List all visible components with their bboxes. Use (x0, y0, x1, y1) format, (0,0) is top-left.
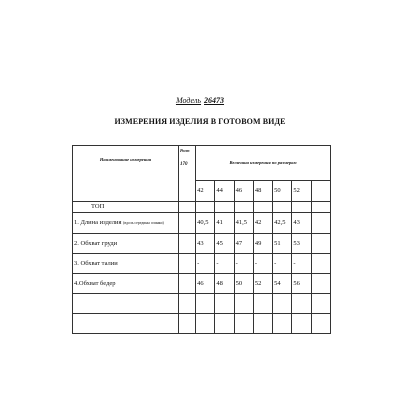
table-cell (73, 314, 179, 334)
table-cell: 45 (215, 234, 234, 254)
table-cell (178, 213, 195, 234)
table-cell (215, 202, 234, 213)
table-cell: 51 (273, 234, 292, 254)
table-cell: 56 (292, 274, 311, 294)
row-note: (вдоль середины спинки) (123, 221, 164, 226)
header-measurement-name: Наименование измерения (73, 146, 179, 202)
table-cell (196, 314, 215, 334)
row-name: 2. Обхват груди (73, 234, 179, 254)
size-header: 52 (292, 181, 311, 202)
table-cell: 41 (215, 213, 234, 234)
table-cell: 49 (253, 234, 272, 254)
table-cell (215, 294, 234, 314)
table-cell: - (234, 254, 253, 274)
table-cell (234, 314, 253, 334)
table-cell (178, 314, 195, 334)
table-cell: 48 (215, 274, 234, 294)
table-cell: 42,5 (273, 213, 292, 234)
document-title: ИЗМЕРЕНИЯ ИЗДЕЛИЯ В ГОТОВОМ ВИДЕ (114, 117, 286, 126)
table-cell (196, 202, 215, 213)
row-name: 3. Обхват талии (73, 254, 179, 274)
table-cell: 50 (234, 274, 253, 294)
table-cell: 42 (253, 213, 272, 234)
size-header-empty (311, 181, 330, 202)
table-cell (311, 254, 330, 274)
table-cell (311, 202, 330, 213)
table-cell: - (196, 254, 215, 274)
table-cell (178, 294, 195, 314)
table-cell: - (273, 254, 292, 274)
table-row (73, 254, 331, 274)
size-header: 44 (215, 181, 234, 202)
section-label: ТОП (73, 202, 179, 213)
table-cell (73, 294, 179, 314)
table-cell (234, 294, 253, 314)
table-cell (215, 314, 234, 334)
table-cell: - (292, 254, 311, 274)
size-header: 42 (196, 181, 215, 202)
header-rost-label: Рост (179, 148, 190, 153)
table-cell: 52 (253, 274, 272, 294)
table-cell: 53 (292, 234, 311, 254)
header-rost-value: 170 (179, 161, 188, 167)
header-rost (178, 146, 195, 202)
table-cell: 46 (196, 274, 215, 294)
table-cell (273, 314, 292, 334)
model-number: 26473 (204, 96, 225, 105)
model-label: Модель (175, 96, 202, 105)
table-cell: 43 (292, 213, 311, 234)
table-cell: - (215, 254, 234, 274)
measurements-table (72, 145, 331, 334)
table-cell: 43 (196, 234, 215, 254)
model-line (0, 96, 400, 105)
table-cell (178, 234, 195, 254)
table-row (73, 213, 331, 234)
table-cell (311, 274, 330, 294)
header-sizes-label: Величина измерения по размерам (196, 146, 331, 181)
table-cell (292, 202, 311, 213)
size-header: 46 (234, 181, 253, 202)
table-cell (311, 294, 330, 314)
table-cell (178, 254, 195, 274)
table-cell (178, 274, 195, 294)
table-cell (311, 234, 330, 254)
row-name: 4.Обхват бедер (73, 274, 179, 294)
table-cell: 54 (273, 274, 292, 294)
table-cell (292, 294, 311, 314)
table-row (73, 234, 331, 254)
table-cell (196, 294, 215, 314)
table-cell (178, 202, 195, 213)
table-cell (234, 202, 253, 213)
table-cell: - (253, 254, 272, 274)
row-name: 1. Длина изделия (вдоль середины спинки) (73, 213, 179, 234)
table-cell (253, 202, 272, 213)
table-cell (253, 314, 272, 334)
table-row-empty (73, 314, 331, 334)
size-header: 48 (253, 181, 272, 202)
table-cell (311, 213, 330, 234)
table-cell (292, 314, 311, 334)
table-row-empty (73, 294, 331, 314)
table-cell (311, 314, 330, 334)
size-header: 50 (273, 181, 292, 202)
table-cell (273, 202, 292, 213)
table-cell (273, 294, 292, 314)
table-row (73, 274, 331, 294)
table-cell: 47 (234, 234, 253, 254)
table-cell: 41,5 (234, 213, 253, 234)
table-cell: 40,5 (196, 213, 215, 234)
table-cell (253, 294, 272, 314)
